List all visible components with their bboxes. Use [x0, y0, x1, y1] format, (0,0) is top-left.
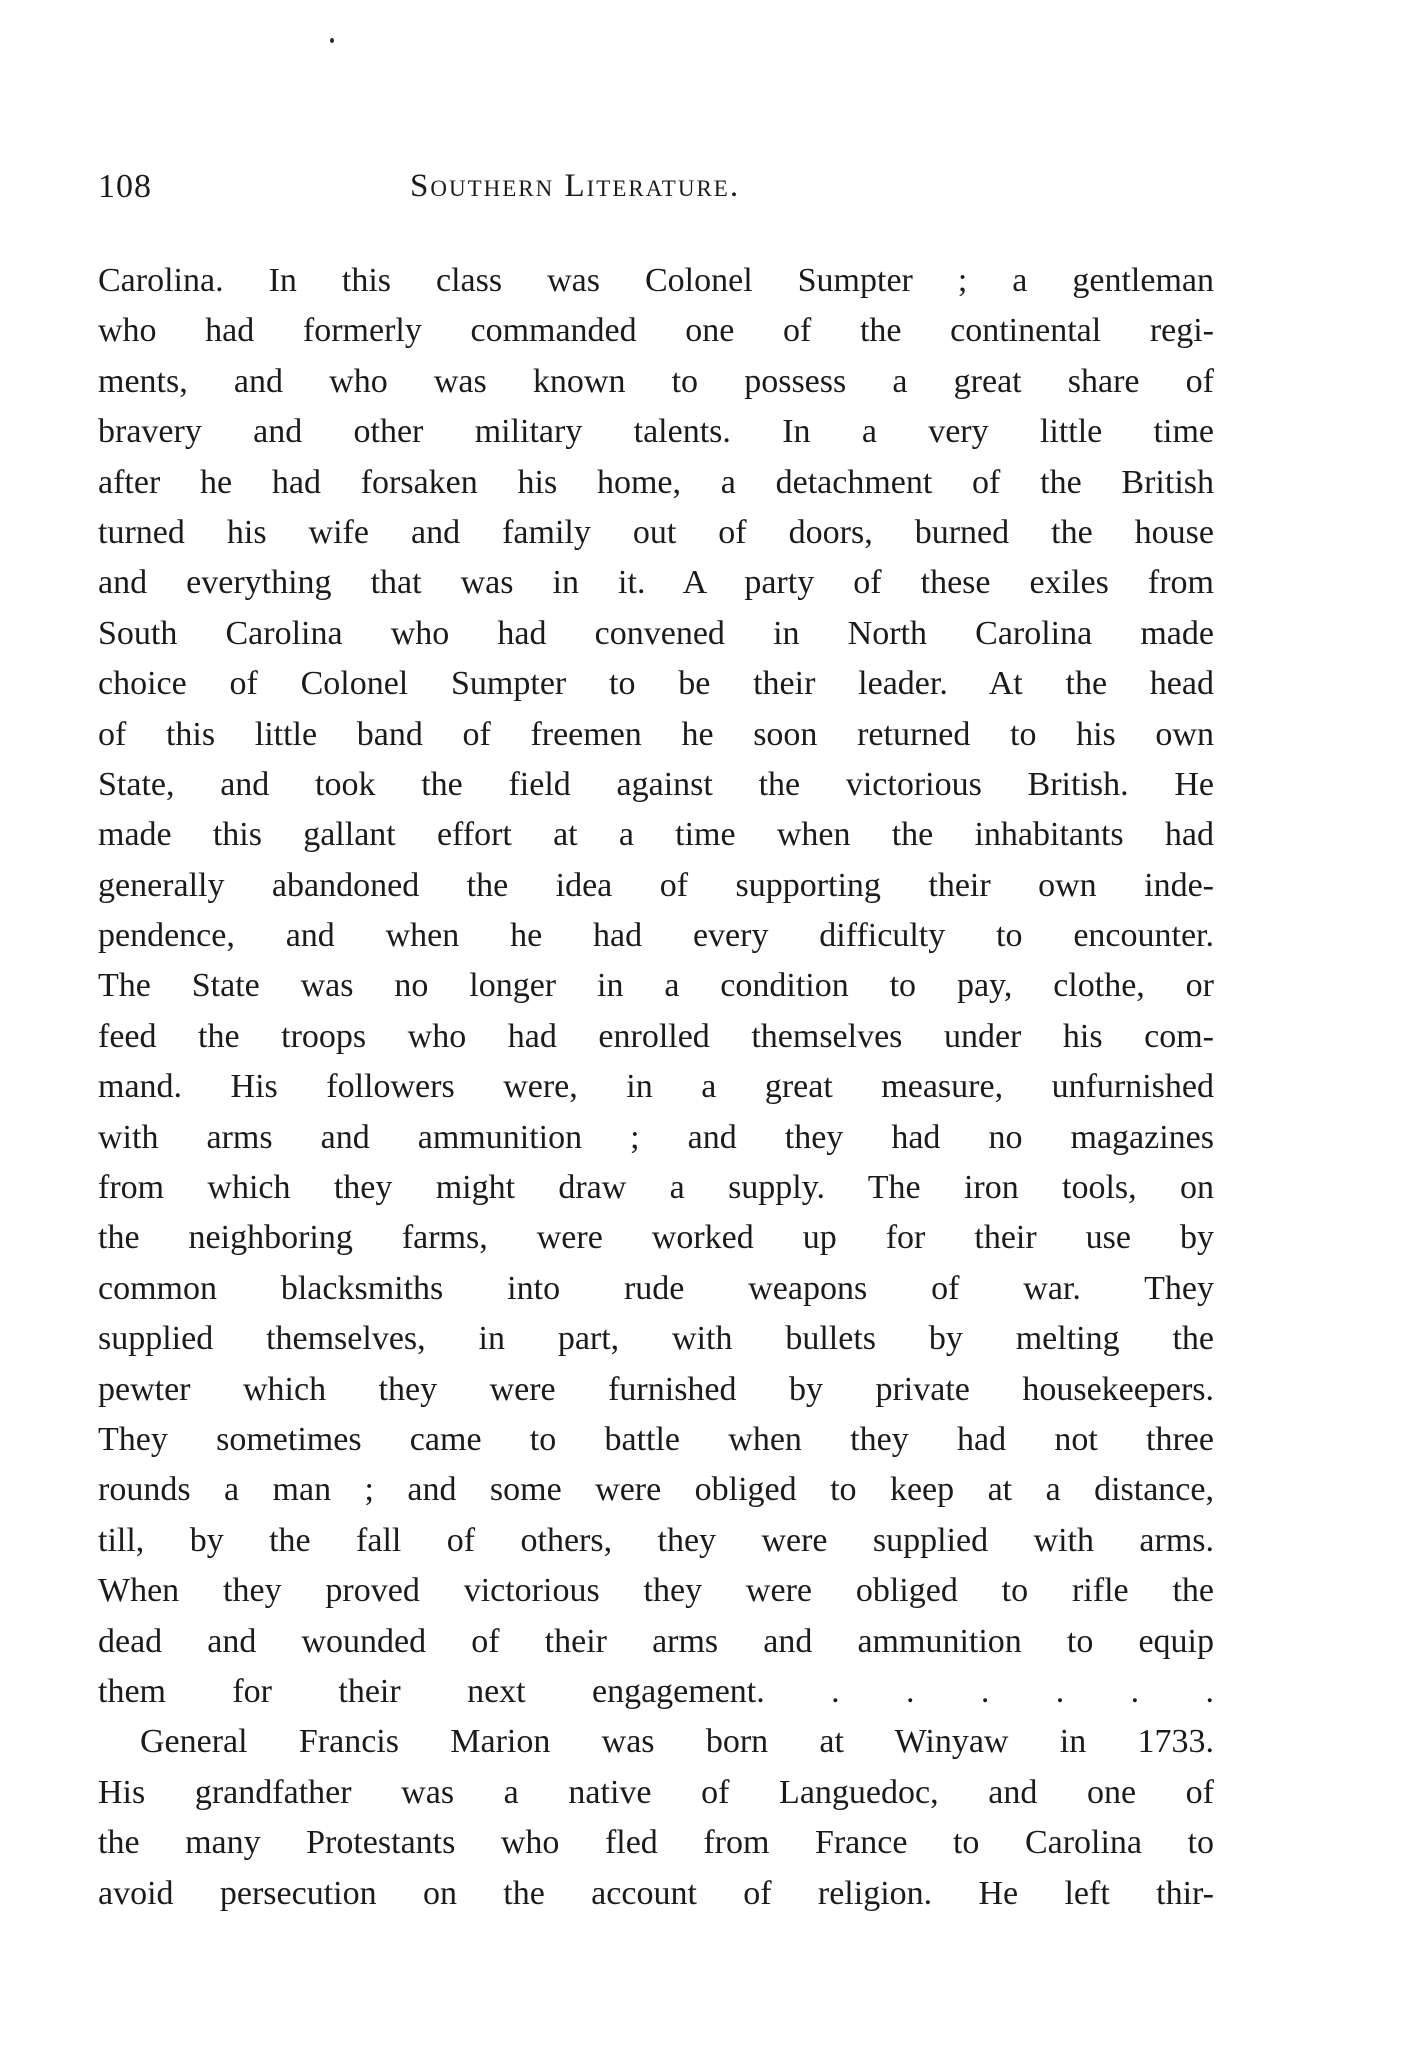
running-head [98, 168, 1228, 218]
text-line: They sometimes came to battle when they had not three [98, 1420, 1214, 1458]
text-line: common blacksmiths into rude weapons of war. They [98, 1269, 1214, 1307]
text-line: with arms and ammunition ; and they had no magazines [98, 1118, 1214, 1156]
text-line: When they proved victorious they were obliged to rifle the [98, 1572, 1214, 1610]
text-line: mand. His followers were, in a great measure, unfurnished [98, 1068, 1214, 1106]
text-line: generally abandoned the idea of supporting their own inde- [98, 866, 1214, 904]
text-line: rounds a man ; and some were obliged to keep at a distance, [98, 1471, 1214, 1509]
text-line: the neighboring farms, were worked up for their use by [98, 1219, 1214, 1257]
text-line: them for their next engagement. . . . . . . [98, 1672, 1214, 1710]
text-line: and everything that was in it. A party of these exiles from [98, 564, 1214, 602]
text-line: till, by the fall of others, they were supplied with arms. [98, 1521, 1214, 1559]
text-line: made this gallant effort at a time when the inhabitants had [98, 816, 1214, 854]
text-line: South Carolina who had convened in North Carolina made [98, 614, 1214, 652]
text-line: bravery and other military talents. In a very little time [98, 413, 1214, 451]
text-line: ments, and who was known to possess a great share of [98, 362, 1214, 400]
text-line: after he had forsaken his home, a detachment of the British [98, 463, 1214, 501]
text-line: pewter which they were furnished by private housekeepers. [98, 1370, 1214, 1408]
text-line: dead and wounded of their arms and ammunition to equip [98, 1622, 1214, 1660]
text-line: choice of Colonel Sumpter to be their leader. At the head [98, 665, 1214, 703]
page-number: 108 [98, 168, 152, 205]
running-title: Southern Literature. [410, 168, 741, 204]
text-line: Carolina. In this class was Colonel Sumpter ; a gentleman [98, 262, 1214, 299]
text-line: supplied themselves, in part, with bullets by melting the [98, 1320, 1214, 1358]
text-line: of this little band of freemen he soon returned to his own [98, 715, 1214, 753]
text-line: The State was no longer in a condition to pay, clothe, or [98, 967, 1214, 1005]
text-line: the many Protestants who fled from France to Carolina to [98, 1824, 1214, 1862]
text-line: who had formerly commanded one of the continental regi- [98, 312, 1214, 350]
text-line: pendence, and when he had every difficulty to encounter. [98, 917, 1214, 955]
text-line: from which they might draw a supply. The iron tools, on [98, 1169, 1214, 1207]
paragraph-start-line: General Francis Marion was born at Winyaw in 1733. [140, 1723, 1214, 1761]
text-line: State, and took the field against the victorious British. He [98, 765, 1214, 803]
ink-speck [330, 38, 334, 43]
body-text [98, 256, 1214, 1919]
text-line: feed the troops who had enrolled themselves under his com- [98, 1017, 1214, 1055]
text-line: turned his wife and family out of doors, burned the house [98, 513, 1214, 551]
text-line: His grandfather was a native of Languedoc, and one of [98, 1773, 1214, 1811]
text-line: avoid persecution on the account of religion. He left thir- [98, 1874, 1214, 1912]
